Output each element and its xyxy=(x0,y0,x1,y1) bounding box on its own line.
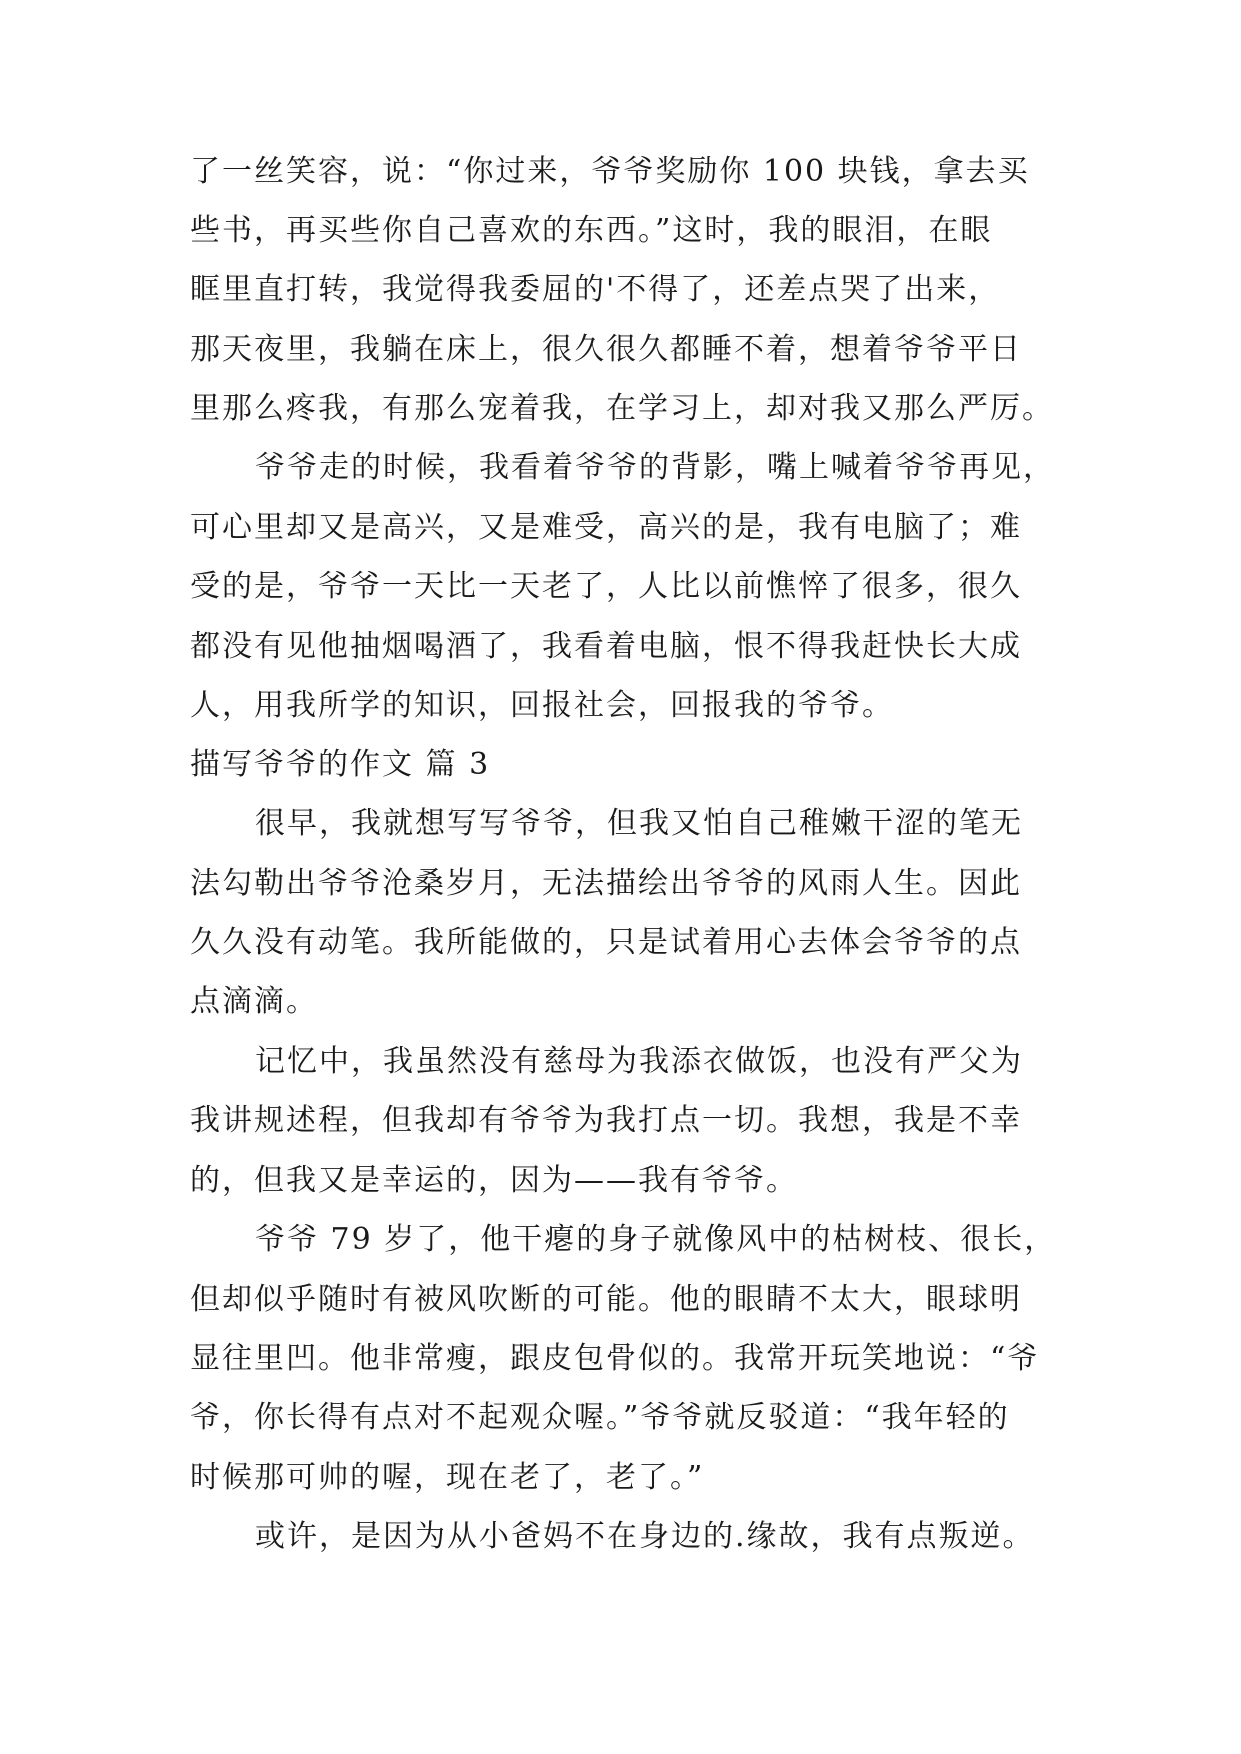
paragraph-line: 里那么疼我，有那么宠着我，在学习上，却对我又那么严厉。 xyxy=(190,391,1054,426)
paragraph-line: 时候那可帅的喔，现在老了，老了。” xyxy=(190,1460,705,1495)
paragraph-line: 都没有见他抽烟喝酒了，我看着电脑，恨不得我赶快长大成 xyxy=(190,629,1022,664)
paragraph-line: 记忆中，我虽然没有慈母为我添衣做饭，也没有严父为 xyxy=(255,1044,1023,1079)
paragraph-line: 或许，是因为从小爸妈不在身边的.缘故，我有点叛逆。 xyxy=(255,1519,1035,1554)
paragraph-line: 显往里凹。他非常瘦，跟皮包骨似的。我常开玩笑地说：“爷 xyxy=(190,1341,1040,1376)
paragraph-line: 受的是，爷爷一天比一天老了，人比以前憔悴了很多，很久 xyxy=(190,569,1022,604)
paragraph-line: 法勾勒出爷爷沧桑岁月，无法描绘出爷爷的风雨人生。因此 xyxy=(190,866,1022,901)
paragraph-line: 了一丝笑容，说：“你过来，爷爷奖励你 100 块钱，拿去买 xyxy=(190,154,1030,189)
paragraph-line: 爷爷走的时候，我看着爷爷的背影，嘴上喊着爷爷再见， xyxy=(255,450,1055,485)
paragraph-line: 但却似乎随时有被风吹断的可能。他的眼睛不太大，眼球明 xyxy=(190,1282,1022,1317)
paragraph-line: 眶里直打转，我觉得我委屈的'不得了，还差点哭了出来， xyxy=(190,272,1001,307)
paragraph-line: 久久没有动笔。我所能做的，只是试着用心去体会爷爷的点 xyxy=(190,925,1022,960)
paragraph-line: 可心里却又是高兴，又是难受，高兴的是，我有电脑了；难 xyxy=(190,510,1022,545)
paragraph-line: 的，但我又是幸运的，因为——我有爷爷。 xyxy=(190,1163,798,1198)
paragraph-line: 爷，你长得有点对不起观众喔。”爷爷就反驳道：“我年轻的 xyxy=(190,1400,1010,1435)
paragraph-line: 些书，再买些你自己喜欢的东西。”这时，我的眼泪，在眼 xyxy=(190,213,993,248)
paragraph-line: 爷爷 79 岁了，他干瘪的身子就像风中的枯树枝、很长， xyxy=(255,1222,1057,1257)
paragraph-line: 人，用我所学的知识，回报社会，回报我的爷爷。 xyxy=(190,688,894,723)
paragraph-line: 我讲规述程，但我却有爷爷为我打点一切。我想，我是不幸 xyxy=(190,1103,1022,1138)
paragraph-line: 点滴滴。 xyxy=(190,984,318,1019)
paragraph-line: 那天夜里，我躺在床上，很久很久都睡不着，想着爷爷平日 xyxy=(190,332,1022,367)
section-heading: 描写爷爷的作文 篇 3 xyxy=(190,747,491,782)
paragraph-line: 很早，我就想写写爷爷，但我又怕自己稚嫩干涩的笔无 xyxy=(255,806,1023,841)
